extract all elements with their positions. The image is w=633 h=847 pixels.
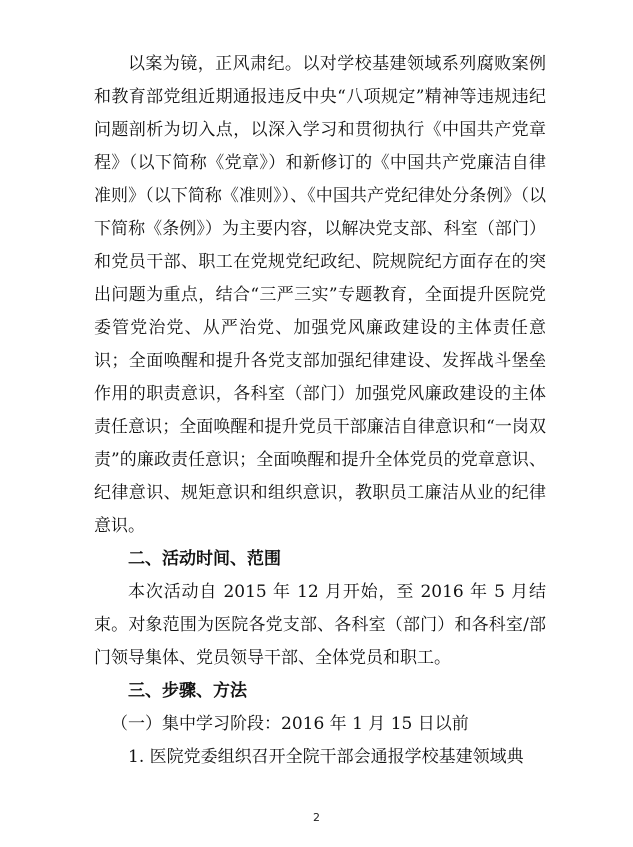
page-number: 2 <box>313 811 320 824</box>
section-heading-time-scope: 二、活动时间、范围 <box>128 549 281 569</box>
step-1-paragraph: 1. 医院党委组织召开全院干部会通报学校基建领域典 <box>128 747 524 767</box>
document-body <box>94 48 546 774</box>
time-scope-paragraph: 本次活动自 2015 年 12 月开始，至 2016 年 5 月结束。对象范围为医院各党支部、各科室（部门）和各科室/部门领导集体、党员领导干部、全体党员和职工。 <box>94 582 546 668</box>
section-heading-steps-methods: 三、步骤、方法 <box>128 681 247 701</box>
subheading-centralized-study: （一）集中学习阶段：2016 年 1 月 15 日以前 <box>111 714 469 734</box>
intro-paragraph: 以案为镜，正风肃纪。以对学校基建领域系列腐败案例和教育部党组近期通报违反中央“八项规定”精神等违规违纪问题剖析为切入点，以深入学习和贯彻执行《中国共产党章程》（以下简称《党章》）和新修订的《中国共产党廉洁自律准则》（以下简称《准则》）、《中国共产党纪律处分条例》（以下简称《条例》）为主要内容，以解决党支部、科室（部门）和党员干部、职工在党规党纪政纪、院规院纪方面存在的突出问题为重点，结合“三严三实”专题教育，全面提升医院党委管党治党、从严治党、加强党风廉政建设的主体责任意识；全面唤醒和提升各党支部加强纪律建设、发挥战斗堡垒作用的职责意识，各科室（部门）加强党风廉政建设的主体责任意识；全面唤醒和提升党员干部廉洁自律意识和“一岗双责”的廉政责任意识；全面唤醒和提升全体党员的党章意识、纪律意识、规矩意识和组织意识，教职员工廉洁从业的纪律意识。 <box>94 54 546 536</box>
